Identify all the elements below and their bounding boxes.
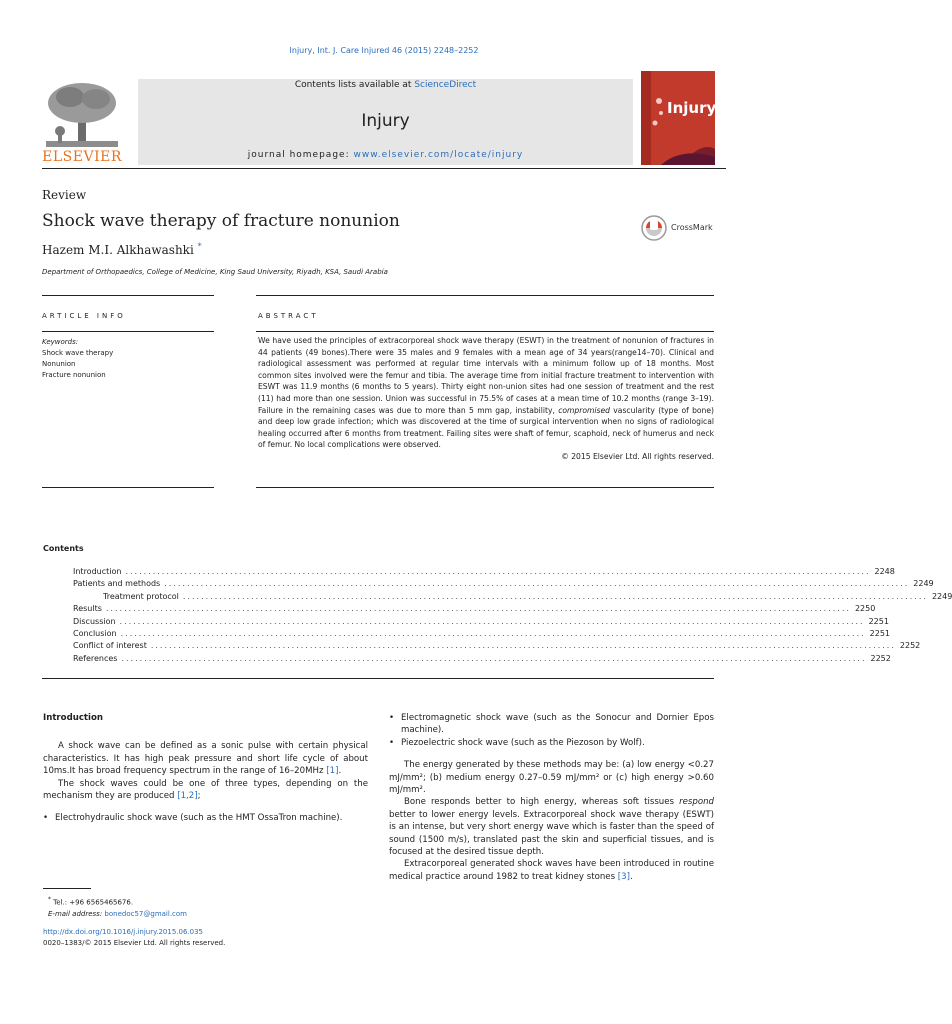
crossmark-badge[interactable] bbox=[641, 214, 731, 242]
toc-page: 2250 bbox=[854, 604, 876, 614]
toc-leader: .................................................................................................................................................................... bbox=[182, 591, 928, 601]
toc-label: Patients and methods bbox=[73, 579, 161, 589]
toc-entry-discussion[interactable] bbox=[73, 616, 889, 629]
author-name: Hazem M.I. Alkhawashki bbox=[42, 243, 194, 257]
corresponding-author-mark[interactable]: * bbox=[197, 242, 202, 251]
divider bbox=[42, 487, 214, 488]
toc-page: 2249 bbox=[913, 579, 934, 589]
body-text: . bbox=[629, 871, 633, 882]
article-info-heading: ARTICLE INFO bbox=[42, 312, 126, 320]
reference-link[interactable]: [1,2] bbox=[177, 791, 198, 802]
toc-leader: .................................................................................................................................................................... bbox=[120, 628, 866, 638]
body-text: A shock wave can be defined as a sonic pulse with certain physical characteristics. It has high peak pressure and short life cycle of about 10ms.It has broad frequency spectrum in the range of 16–20MHz bbox=[43, 741, 368, 777]
divider bbox=[256, 331, 714, 332]
homepage-link[interactable]: www.elsevier.com/locate/injury bbox=[353, 150, 524, 160]
abstract-text-part: vascularity (type of bone) and deep low grade infection; which was discovered at the time of surgical intervention when no signs of radiological healing occurred after 6 months from treatment. Failing sites were shaft of femur, scaphoid, neck of humerus and neck of femur. No local complications were observed. bbox=[258, 405, 714, 450]
divider bbox=[42, 331, 214, 332]
toc-entry-results[interactable] bbox=[73, 604, 876, 616]
reference-link[interactable]: [3] bbox=[617, 871, 630, 882]
header-divider bbox=[42, 168, 726, 169]
bullet-icon: • bbox=[389, 713, 395, 723]
footnote-email bbox=[48, 908, 187, 920]
body-column-left bbox=[43, 712, 368, 835]
toc-leader: .................................................................................................................................................................... bbox=[105, 604, 851, 614]
toc-page: 2249 bbox=[931, 591, 952, 601]
crossmark-label: CrossMark bbox=[671, 223, 713, 232]
toc-label: Introduction bbox=[73, 567, 122, 576]
divider bbox=[42, 678, 714, 679]
abstract-copyright: © 2015 Elsevier Ltd. All rights reserved. bbox=[561, 451, 714, 461]
toc-page: 2251 bbox=[868, 616, 889, 626]
abstract-text bbox=[258, 335, 714, 463]
body-paragraph bbox=[43, 778, 368, 803]
abstract-text-part: We have used the principles of extracorporeal shock wave therapy (ESWT) in the treatment of nonunion of fractures in 44 patients (49 bones).There were 35 males and 9 females with a mean age of 34 years(range14–70). Clinical and radiological assessment was performed at regular time intervals with a minimum follow up of 18 months. Most common sites involved were the femur and tibia. The average time from initial fracture treatment to intervention with ESWT was 11.9 months (6 months to 5 years). Thirty eight non-union sites had one session of treatment and the rest (11) had more than one session. Union was successful in 75.5% of cases at a mean time of 10.2 months (range 3–19). Failure in the remaining cases was due to more than 5 mm gap, instability, bbox=[258, 336, 714, 415]
toc-label: Conflict of interest bbox=[73, 641, 147, 651]
journal-homepage-line bbox=[138, 150, 633, 160]
bullet-icon: • bbox=[389, 737, 395, 748]
toc-entry-conflict-of-interest[interactable] bbox=[73, 641, 921, 653]
keyword-item: Shock wave therapy bbox=[42, 349, 114, 357]
toc-label: References bbox=[73, 653, 118, 663]
affiliation: Department of Orthopaedics, College of Medicine, King Saud University, Riyadh, KSA, Saudi Arabia bbox=[42, 268, 388, 276]
body-text: Extracorporeal generated shock waves have been introduced in routine medical practice around 1982 to treat kidney stones bbox=[389, 859, 714, 882]
journal-banner bbox=[138, 79, 633, 165]
spacer bbox=[389, 749, 714, 759]
list-item-text: Electrohydraulic shock wave (such as the HMT OssaTron machine). bbox=[55, 813, 343, 824]
body-text: ; bbox=[197, 791, 201, 802]
keywords-block bbox=[42, 337, 113, 381]
list-item-text: Piezoelectric shock wave (such as the Piezoson by Wolf). bbox=[401, 737, 645, 748]
tree-icon bbox=[42, 79, 122, 151]
italic-term: respond bbox=[679, 797, 714, 808]
toc-leader: .................................................................................................................................................................... bbox=[125, 567, 871, 576]
toc-entry-references[interactable] bbox=[73, 653, 891, 666]
article-meta bbox=[43, 927, 225, 949]
footnote-tel-text: Tel.: +96 6565465676. bbox=[53, 898, 134, 907]
footnote-tel bbox=[48, 894, 187, 908]
homepage-prefix: journal homepage: bbox=[247, 150, 354, 160]
crossmark-icon bbox=[641, 214, 667, 242]
article-type: Review bbox=[42, 188, 87, 202]
abstract-heading: ABSTRACT bbox=[258, 312, 319, 320]
toc-entry-introduction[interactable] bbox=[73, 567, 895, 579]
body-text: The shock waves could be one of three types, depending on the mechanism they are produced bbox=[43, 778, 368, 802]
keywords-label: Keywords: bbox=[42, 338, 79, 346]
author-line bbox=[42, 242, 202, 257]
email-label: E-mail address: bbox=[48, 910, 105, 919]
contents-heading: Contents bbox=[43, 544, 84, 553]
corresponding-author-footnote bbox=[48, 894, 187, 920]
abstract-italic-term: compromised bbox=[558, 405, 610, 415]
table-of-contents bbox=[73, 567, 952, 666]
toc-label: Treatment protocol bbox=[103, 591, 179, 601]
toc-label: Results bbox=[73, 604, 102, 614]
list-item bbox=[389, 737, 714, 749]
keyword-item: Fracture nonunion bbox=[42, 371, 106, 379]
bullet-icon: • bbox=[43, 813, 49, 824]
toc-leader: .................................................................................................................................................................... bbox=[164, 579, 910, 589]
body-text: better to lower energy levels. Extracorporeal shock wave therapy (ESWT) is an intense, but very short energy wave which is faster than the speed of sound (1500 m/s), translated past the skin and superficial tissues, and is focused at the desired tissue depth. bbox=[389, 809, 714, 858]
issn-copyright: 0020–1383/© 2015 Elsevier Ltd. All rights reserved. bbox=[43, 939, 226, 947]
publisher-wordmark: ELSEVIER bbox=[42, 149, 122, 165]
body-text: . bbox=[338, 766, 342, 777]
list-item bbox=[389, 712, 714, 737]
toc-leader: .................................................................................................................................................................... bbox=[150, 641, 896, 651]
toc-entry-patients-and-methods[interactable] bbox=[73, 579, 934, 591]
list-item bbox=[43, 812, 368, 824]
doi-link[interactable]: http://dx.doi.org/10.1016/j.injury.2015.06.035 bbox=[43, 928, 204, 936]
body-paragraph bbox=[43, 740, 368, 777]
body-column-right bbox=[389, 712, 714, 883]
body-paragraph bbox=[389, 796, 714, 858]
email-link[interactable]: bonedoc57@gmail.com bbox=[104, 910, 187, 919]
body-paragraph: The energy generated by these methods may be: (a) low energy <0.27 mJ/mm²; (b) medium energy 0.27–0.59 mJ/mm² or (c) high energy >0.60 mJ/mm². bbox=[389, 760, 714, 796]
article-title: Shock wave therapy of fracture nonunion bbox=[42, 211, 400, 231]
body-text: Bone responds better to high energy, whereas soft tissues bbox=[404, 797, 680, 808]
journal-header bbox=[42, 71, 726, 168]
toc-leader: .................................................................................................................................................................... bbox=[121, 653, 867, 663]
cover-art-icon bbox=[641, 71, 715, 165]
toc-entry-conclusion[interactable] bbox=[73, 628, 891, 641]
reference-link[interactable]: [1] bbox=[326, 766, 339, 777]
body-paragraph bbox=[389, 858, 714, 883]
sciencedirect-link[interactable]: ScienceDirect bbox=[414, 80, 477, 90]
toc-label: Discussion bbox=[73, 616, 116, 626]
divider bbox=[256, 487, 714, 488]
toc-page: 2251 bbox=[869, 628, 891, 638]
journal-cover-thumbnail[interactable] bbox=[641, 71, 715, 165]
footnote-divider bbox=[43, 888, 91, 889]
list-item-text: Electromagnetic shock wave (such as the Sonocur and Dornier Epos machine). bbox=[401, 713, 714, 736]
journal-citation[interactable]: Injury, Int. J. Care Injured 46 (2015) 2248–2252 bbox=[289, 46, 479, 55]
toc-label: Conclusion bbox=[73, 628, 117, 638]
section-heading-introduction: Introduction bbox=[43, 713, 104, 723]
toc-page: 2248 bbox=[874, 567, 895, 576]
cover-title: Injury bbox=[667, 99, 717, 117]
toc-leader: .................................................................................................................................................................... bbox=[119, 616, 865, 626]
contents-prefix: Contents lists available at bbox=[294, 80, 415, 90]
toc-entry-treatment-protocol[interactable] bbox=[73, 591, 952, 604]
divider bbox=[256, 295, 714, 296]
journal-name: Injury bbox=[361, 111, 410, 131]
keyword-item: Nonunion bbox=[42, 360, 76, 368]
contents-available-line bbox=[138, 80, 633, 90]
divider bbox=[42, 295, 214, 296]
toc-page: 2252 bbox=[870, 653, 891, 663]
toc-page: 2252 bbox=[899, 641, 921, 651]
footnote-mark: * bbox=[48, 897, 51, 903]
